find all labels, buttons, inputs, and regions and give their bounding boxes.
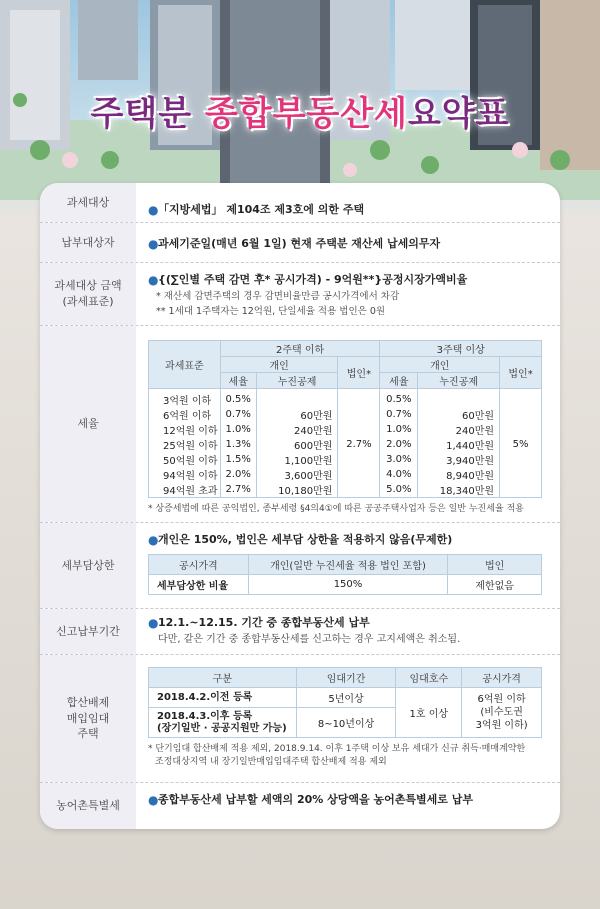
- table-row: 3억원 이하 0.5% 2.7% 0.5% 5%: [149, 389, 542, 408]
- table-row: 2018.4.2.이전 등록 5년이상 1호 이상 6억원 이하 (비수도권 3억원 이하): [149, 688, 542, 708]
- header-corp: 법인*: [338, 357, 380, 389]
- bullet-icon: ●: [148, 616, 159, 630]
- cap-table: 공시가격 개인(일반 누진세율 적용 법인 포함) 법인 세부담상한 비율 150% 제한없음: [148, 554, 542, 595]
- tax-base-text: {(∑인별 주택 감면 후* 공시가격) - 9억원**}공정시장가액비율: [158, 273, 468, 286]
- header-individual: 개인: [380, 357, 500, 373]
- row-tax-base: [40, 263, 560, 326]
- rental-count: 1호 이상: [396, 688, 462, 738]
- header-deduction: 누진공제: [256, 373, 338, 389]
- bullet-icon: ●: [148, 793, 159, 807]
- table-row: 6억원 이하 0.7% 60만원 0.7% 60만원: [149, 407, 542, 422]
- row-rural-tax: [40, 783, 560, 829]
- table-row: 25억원 이하 1.3% 600만원 2.0% 1,440만원: [149, 437, 542, 452]
- taxpayer-text: 과세기준일(매년 6월 1일) 현재 주택분 재산세 납세의무자: [158, 237, 441, 250]
- bullet-icon: ●: [148, 237, 159, 251]
- tax-object-text: 「지방세법」 제104조 제3호에 의한 주택: [158, 203, 365, 216]
- rental-note-1: * 단기임대 합산배제 적용 제외, 2018.9.14. 이후 1주택 이상 보유 세대가 신규 취득·매매계약한: [148, 744, 526, 754]
- row-filing-period: [40, 609, 560, 655]
- row-label: 합산배제 매입임대 주택: [40, 655, 136, 782]
- row-label: 농어촌특별세: [40, 783, 136, 829]
- rental-note-2: 조정대상지역 내 장기일반매입임대주택 합산배제 적용 제외: [155, 757, 387, 767]
- header-individual: 개인: [220, 357, 338, 373]
- table-row: 2018.4.3.이후 등록 (장기일반 · 공공지원만 가능) 8~10년이상: [149, 708, 542, 738]
- rural-tax-text: 종합부동산세 납부할 세액의 20% 상당액을 농어촌특별세로 납부: [158, 793, 473, 806]
- header-group-2: 3주택 이상: [380, 341, 542, 357]
- header-group-1: 2주택 이하: [220, 341, 380, 357]
- tax-base-note-2: ** 1세대 1주택자는 12억원, 단일세율 적용 법인은 0원: [156, 306, 386, 317]
- row-label: 납부대상자: [40, 223, 136, 262]
- row-taxpayer: [40, 223, 560, 263]
- row-label: 신고납부기간: [40, 609, 136, 654]
- cap-text: 개인은 150%, 법인은 세부담 상한율 적용하지 않음(무제한): [158, 533, 453, 546]
- header-deduction: 누진공제: [418, 373, 500, 389]
- rental-price: 6억원 이하 (비수도권 3억원 이하): [462, 688, 542, 738]
- header-corp: 법인*: [500, 357, 542, 389]
- summary-panel: [40, 183, 560, 829]
- period-sub-text: 다만, 같은 기간 중 종합부동산세를 신고하는 경우 고지세액은 취소됨.: [158, 634, 461, 645]
- rental-table: 구분 임대기간 임대호수 공시가격 2018.4.2.이전 등록 5년이상 1호 이상 6억원 이하 (비수도권 3억원 이하) 2018.4.3.이후 등록 (장기일반 · 공공지원만 가능) 8~10년이상: [148, 667, 542, 738]
- header-rate: 세율: [220, 373, 256, 389]
- row-label: 과세대상 금액 (과세표준): [40, 263, 136, 325]
- tax-base-note-1: * 재산세 감면주택의 경우 감면비율만큼 공시가격에서 차감: [156, 291, 400, 302]
- row-rental-exclusion: [40, 655, 560, 783]
- row-label: 세율: [40, 326, 136, 522]
- tax-rate-table: [148, 340, 542, 498]
- page-title: 주택분 종합부동산세요약표: [90, 94, 510, 134]
- table-row: 50억원 이하 1.5% 1,100만원 3.0% 3,940만원: [149, 452, 542, 467]
- bullet-icon: ●: [148, 203, 159, 217]
- row-tax-object: [40, 183, 560, 223]
- table-row: 세부담상한 비율 150% 제한없음: [149, 575, 542, 595]
- corp-rate-2: 5%: [500, 389, 542, 498]
- bullet-icon: ●: [148, 533, 159, 547]
- tax-rate-note: * 상증세법에 따른 공익법인, 종부세령 §4의4①에 따른 공공주택사업자 등은 일반 누진세율 적용: [148, 504, 524, 514]
- table-row: 12억원 이하 1.0% 240만원 1.0% 240만원: [149, 422, 542, 437]
- period-text: 12.1.~12.15. 기간 중 종합부동산세 납부: [158, 616, 370, 629]
- row-label: 과세대상: [40, 183, 136, 222]
- row-tax-rate: [40, 326, 560, 523]
- corp-rate-1: 2.7%: [338, 389, 380, 498]
- row-tax-cap: [40, 523, 560, 609]
- header-base: 과세표준: [149, 341, 221, 389]
- row-label: 세부담상한: [40, 523, 136, 608]
- table-row: 94억원 이하 2.0% 3,600만원 4.0% 8,940만원: [149, 467, 542, 482]
- header-rate: 세율: [380, 373, 418, 389]
- bullet-icon: ●: [148, 273, 159, 287]
- table-row: 94억원 초과 2.7% 10,180만원 5.0% 18,340만원: [149, 482, 542, 498]
